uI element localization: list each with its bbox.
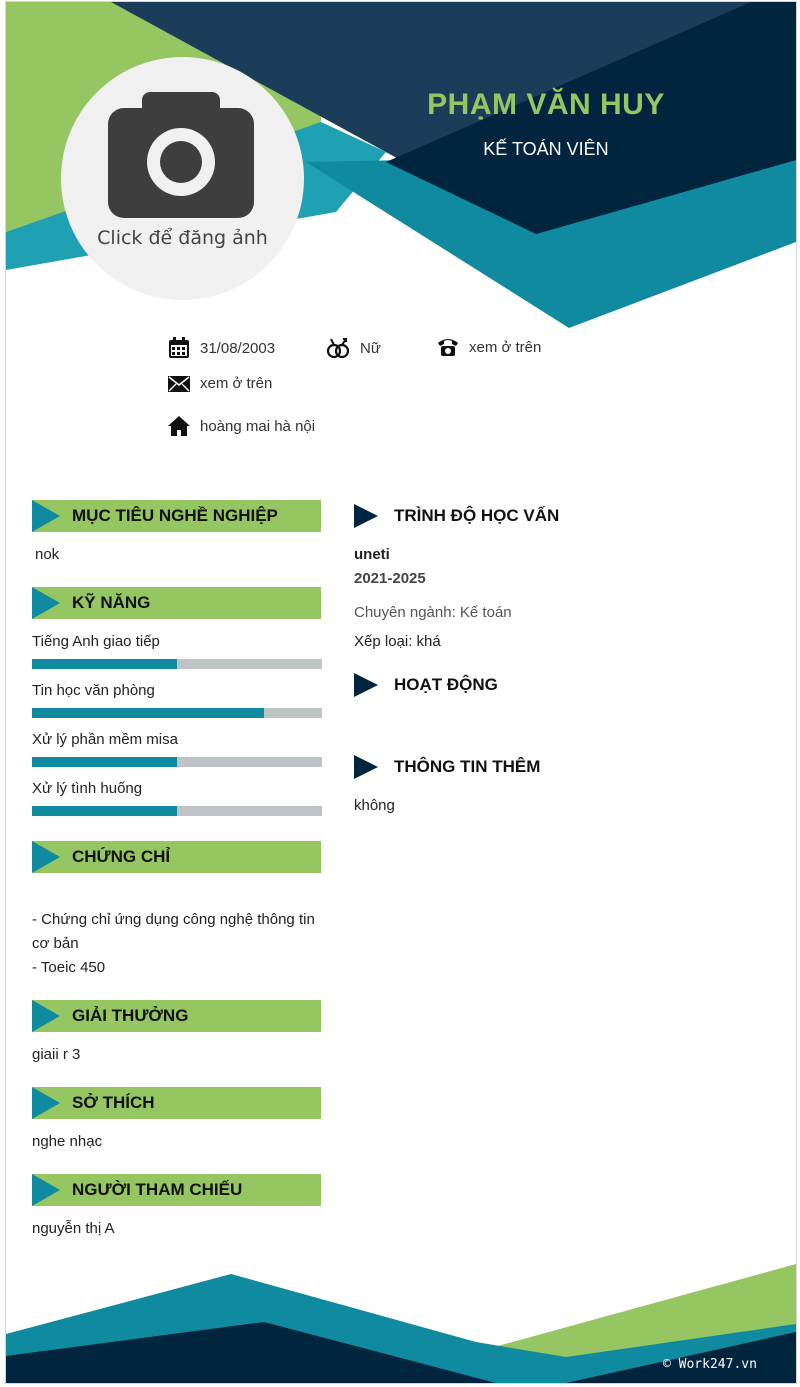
skill-name: Xử lý tình huống: [32, 780, 143, 797]
cv-page: [5, 1, 797, 1384]
section-certificates-header: [32, 841, 321, 873]
section-extra-title: THÔNG TIN THÊM: [394, 757, 541, 776]
section-references-header: [32, 1174, 321, 1206]
skill-name: Tiếng Anh giao tiếp: [32, 633, 160, 650]
section-arrow-icon: [32, 1087, 62, 1119]
certificate-line: - Toeic 450: [32, 959, 106, 976]
candidate-name: PHẠM VĂN HUY: [427, 88, 665, 121]
section-arrow-icon: [354, 755, 380, 779]
skill-bar-fill: [32, 806, 177, 816]
skill-bar: [32, 659, 322, 669]
certificate-line: - Chứng chỉ ứng dụng công nghệ thông tin: [32, 911, 315, 928]
section-objective-header: [32, 500, 321, 532]
section-arrow-icon: [354, 504, 380, 528]
camera-icon: [108, 92, 254, 218]
address-info: [168, 415, 315, 437]
section-references-title: NGƯỜI THAM CHIẾU: [72, 1180, 243, 1199]
objective-text: nok: [35, 546, 60, 563]
avatar-upload-label: Click để đăng ảnh: [97, 227, 268, 249]
awards-text: giaii r 3: [32, 1046, 81, 1063]
extra-text: không: [354, 797, 395, 814]
section-arrow-icon: [32, 587, 62, 619]
avatar-upload[interactable]: [61, 57, 304, 300]
telephone-icon: [437, 336, 459, 358]
section-activities-title: HOẠT ĐỘNG: [394, 675, 498, 694]
section-objective-title: MỤC TIÊU NGHỀ NGHIỆP: [72, 506, 278, 525]
email-info: [168, 375, 272, 392]
envelope-icon: [168, 376, 190, 392]
skill-bar: [32, 708, 322, 718]
phone-info: [437, 336, 541, 358]
section-skills-header: [32, 587, 321, 619]
education-school: uneti: [354, 546, 390, 563]
section-awards-title: GIẢI THƯỞNG: [72, 1006, 189, 1025]
section-arrow-icon: [354, 673, 380, 697]
education-grade: Xếp loại: khá: [354, 633, 441, 650]
gender-value: Nữ: [360, 339, 381, 357]
job-title: KẾ TOÁN VIÊN: [483, 139, 609, 159]
education-major: Chuyên ngành: Kế toán: [354, 604, 512, 621]
section-hobbies-header: [32, 1087, 321, 1119]
section-arrow-icon: [32, 1000, 62, 1032]
home-icon: [168, 415, 190, 437]
section-skills-title: KỸ NĂNG: [72, 593, 151, 612]
footer-credit: © Work247.vn: [663, 1357, 757, 1372]
skill-name: Tin học văn phòng: [32, 682, 155, 699]
skill-name: Xử lý phần mềm misa: [32, 731, 178, 748]
references-text: nguyễn thị A: [32, 1220, 115, 1237]
skill-bar-fill: [32, 757, 177, 767]
skill-bar-fill: [32, 659, 177, 669]
section-arrow-icon: [32, 1174, 62, 1206]
birthday-info: [168, 337, 275, 359]
section-awards-header: [32, 1000, 321, 1032]
skill-bar: [32, 757, 322, 767]
birthday-value: 31/08/2003: [200, 339, 276, 357]
skill-bar-fill: [32, 708, 264, 718]
skill-bar: [32, 806, 322, 816]
gender-icon: [326, 337, 350, 359]
email-value: xem ở trên: [200, 375, 273, 392]
address-value: hoàng mai hà nội: [200, 417, 316, 435]
certificate-line: cơ bản: [32, 935, 79, 952]
section-education-title: TRÌNH ĐỘ HỌC VẤN: [394, 506, 560, 525]
section-hobbies-title: SỞ THÍCH: [72, 1093, 155, 1112]
education-years: 2021-2025: [354, 570, 426, 587]
section-arrow-icon: [32, 841, 62, 873]
section-certificates-title: CHỨNG CHỈ: [72, 847, 171, 866]
section-arrow-icon: [32, 500, 62, 532]
calendar-icon: [168, 337, 190, 359]
gender-info: [326, 337, 381, 359]
hobbies-text: nghe nhạc: [32, 1133, 103, 1150]
phone-value: xem ở trên: [469, 338, 542, 356]
